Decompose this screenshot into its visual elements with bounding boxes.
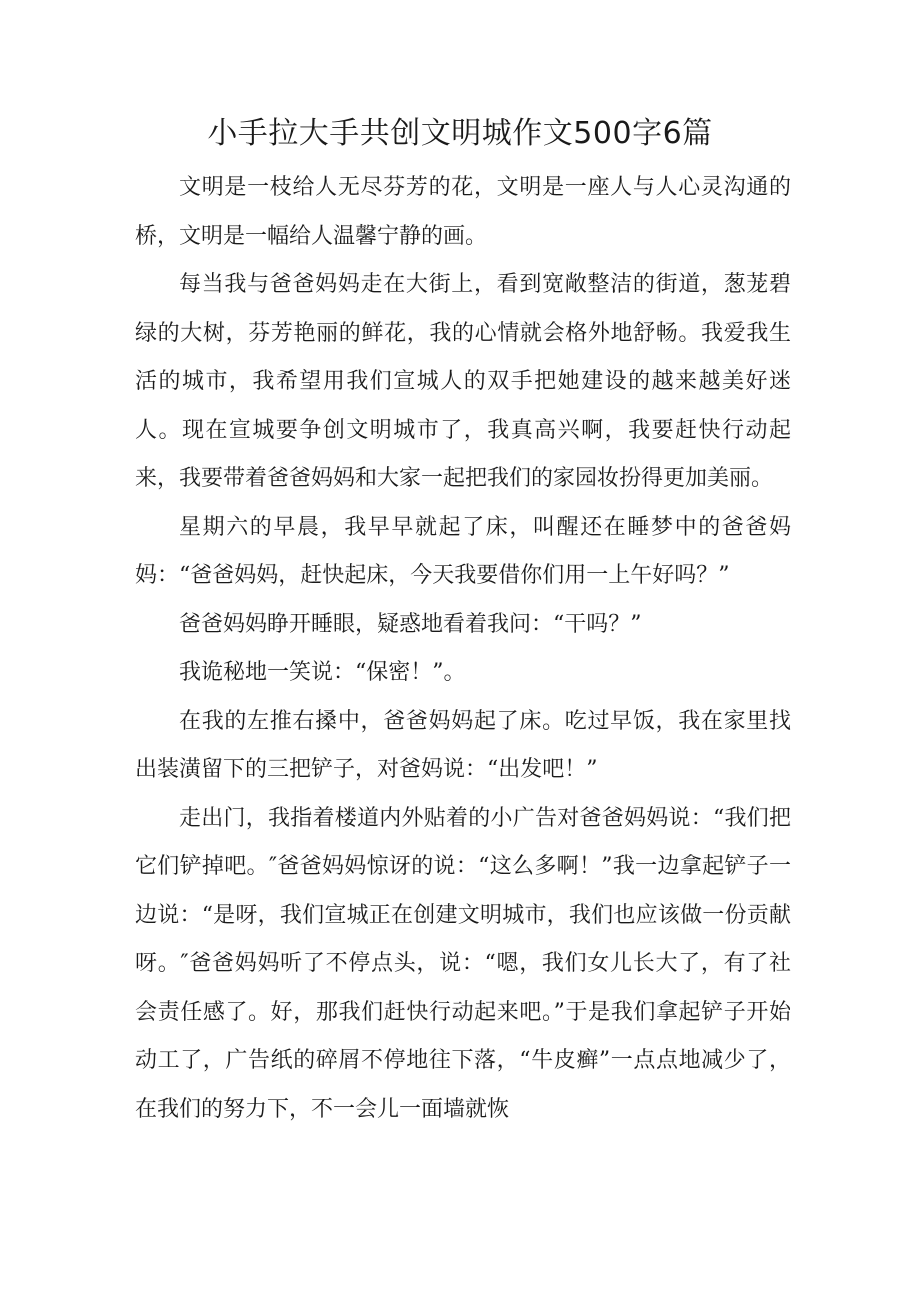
paragraph: 爸爸妈妈睁开睡眼，疑惑地看着我问：“干吗？” (179, 611, 642, 637)
paragraph: 每当我与爸爸妈妈走在大街上，看到宽敞整洁的街道，葱茏碧绿的大树，芬芳艳丽的鲜花，我的心情就会格外地舒畅。我爱我生活的城市，我希望用我们宣城人的双手把她建设的越来越美好迷人。现在宣城要争创文明城市了，我真高兴啊，我要赶快行动起来，我要带着爸爸妈妈和大家一起把我们的家园妆扮得更加美丽。 (135, 272, 791, 491)
paragraph: 走出门，我指着楼道内外贴着的小广告对爸爸妈妈说：“我们把它们铲掉吧。″爸爸妈妈惊讶的说：“这么多啊！”我一边拿起铲子一边说：“是呀，我们宣城正在创建文明城市，我们也应该做一份贡献呀。″爸爸妈妈听了不停点头，说：“嗯，我们女儿长大了，有了社会责任感了。好，那我们赶快行动起来吧。”于是我们拿起铲子开始动工了，广告纸的碎屑不停地往下落，“牛皮癣”一点点地减少了，在我们的努力下，不一会儿一面墙就恢 (135, 805, 791, 1122)
paragraph: 文明是一枝给人无尽芬芳的花，文明是一座人与人心灵沟通的桥，文明是一幅给人温馨宁静的画。 (135, 175, 791, 249)
paragraph: 星期六的早晨，我早早就起了床，叫醒还在睡梦中的爸爸妈妈：“爸爸妈妈，赶快起床，今天我要借你们用一上午好吗？” (135, 514, 791, 588)
document-body (135, 164, 791, 1134)
paragraph: 我诡秘地一笑说：“保密！”。 (179, 660, 466, 685)
document-title: 小手拉大手共创文明城作文500字6篇 (207, 116, 713, 151)
paragraph: 在我的左推右搡中，爸爸妈妈起了床。吃过早饭，我在家里找出装潢留下的三把铲子，对爸妈说：“出发吧！” (135, 708, 791, 782)
